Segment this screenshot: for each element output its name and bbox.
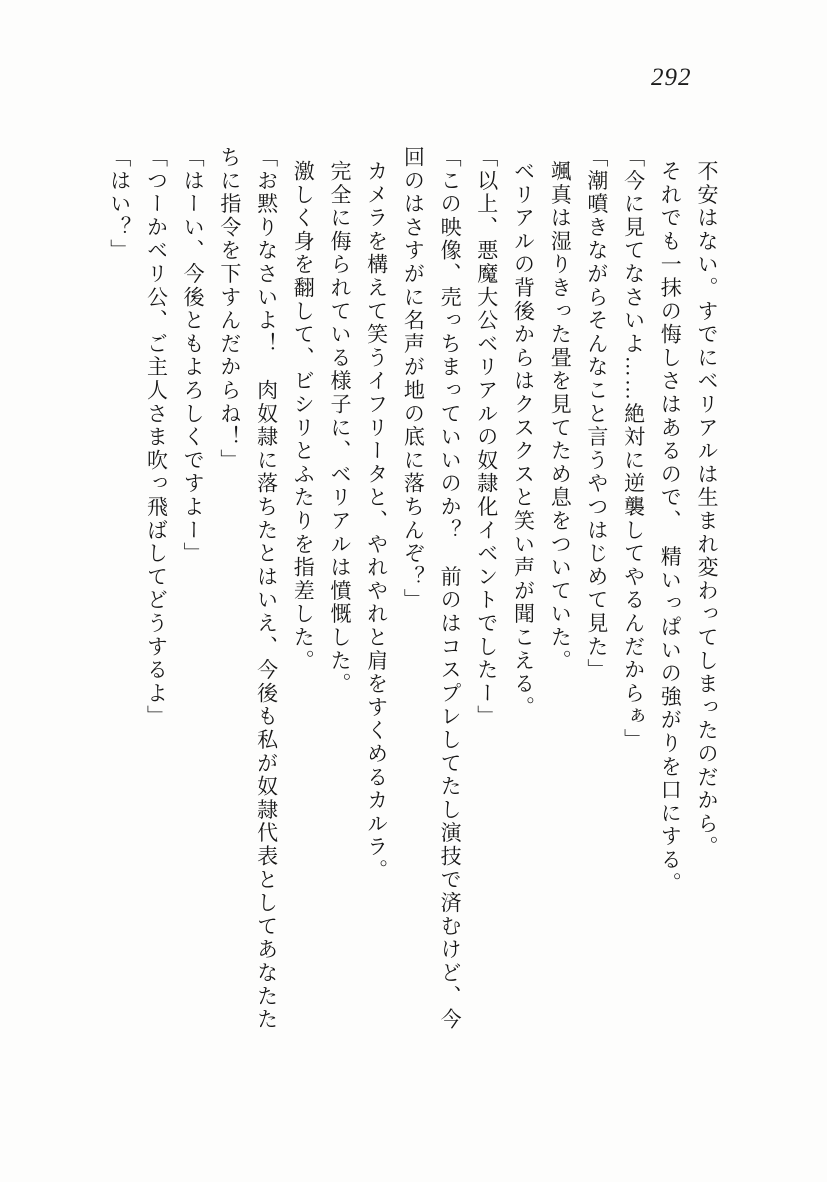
paragraph: 「はい？」 [107, 146, 132, 263]
paragraph: 「この映像、売っちまっていいのか？ 前のはコスプレしてたし演技で済むけど、今回のはさすがに名声が地の底に落ちんぞ？」 [401, 146, 463, 1032]
paragraph: 「以上、悪魔大公ベリアルの奴隷化イベントでしたー」 [474, 146, 499, 729]
paragraph: 「お黙りなさいよ！ 肉奴隷に落ちたとはいえ、今後も私が奴隷代表としてあなたたちに指令を下すんだからね！」 [217, 146, 279, 1032]
paragraph: 不安はない。すでにベリアルは生まれ変わってしまったのだから。 [695, 160, 719, 859]
paragraph: 「潮噴きながらそんなこと言うやつはじめて見た」 [584, 146, 609, 682]
paragraph: 颯真は湿りきった畳を見てため息をついていた。 [548, 160, 573, 673]
paragraph: 激しく身を翻して、ビシリとふたりを指差した。 [291, 160, 316, 673]
paragraph: 「はーい、今後ともよろしくですよー」 [181, 146, 206, 566]
paragraph: 完全に侮られている様子に、ベリアルは憤慨した。 [327, 160, 352, 696]
paragraph: ベリアルの背後からはクスクスと笑い声が聞こえる。 [511, 160, 536, 720]
page-number: 292 [651, 64, 692, 91]
paragraph: それでも一抹の悔しさはあるので、 精いっぱいの強がりを口にする。 [658, 160, 683, 896]
paragraph: 「今に見てなさいよ……絶対に逆襲してやるんだからぁ」 [621, 146, 646, 752]
paragraph: カメラを構えて笑うイフリータと、やれやれと肩をすくめるカルラ。 [364, 160, 389, 883]
paragraph: 「つーかベリ公、ご主人さま吹っ飛ばしてどうするよ」 [144, 146, 169, 729]
text-block [101, 146, 725, 1038]
